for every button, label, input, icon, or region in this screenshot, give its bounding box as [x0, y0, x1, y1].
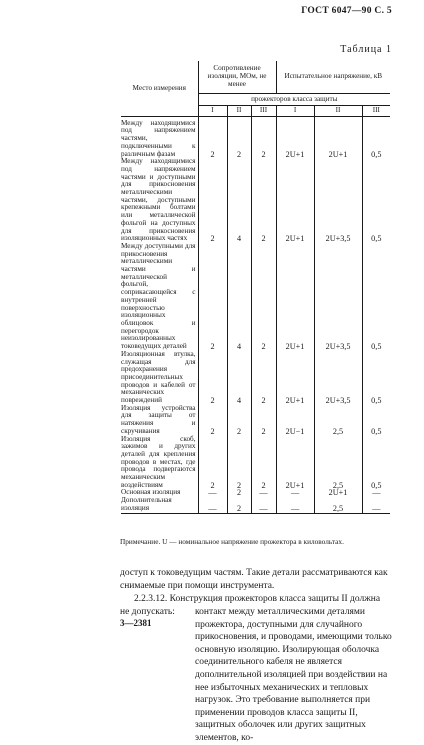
- cell-v2: 2U+1: [314, 489, 362, 497]
- row-place: Основная изоляция: [121, 488, 181, 497]
- text-line-2: снимаемые при помощи инструмента.: [120, 581, 275, 591]
- cell-r3: —: [251, 497, 276, 513]
- cell-r2: 2: [227, 489, 251, 497]
- cell-v1: —: [276, 497, 314, 513]
- cell-v2: 2,5: [314, 497, 362, 513]
- page-footer: 3—2381: [120, 618, 152, 628]
- cell-r1: 2: [198, 405, 227, 436]
- row-place: Дополнительная изоляция: [121, 497, 198, 513]
- table-row: [121, 405, 390, 436]
- class-header: III: [251, 106, 276, 117]
- cell-v2: 2U+3,5: [314, 351, 362, 405]
- row-place: Между находящимися под напряжением частями и доступными для прикосновения металлическими частями, доступными крепежными болтами или металлической фольгой на доступных для прикосновения изоляционных частях: [121, 157, 196, 243]
- cell-r2: 4: [227, 158, 251, 243]
- cell-r3: 2: [251, 405, 276, 436]
- class-header: II: [314, 106, 362, 117]
- table-row: [121, 497, 390, 513]
- table-row: [121, 243, 390, 351]
- table-caption: Таблица 1: [340, 44, 392, 55]
- cell-v3: —: [362, 489, 390, 497]
- cell-v1: 2U−1: [276, 405, 314, 436]
- row-place: Между доступными для прикосновения металлическими частями и металлической фольгой, соприкасающейся с внутренней поверхностью изоляционных облицовок и перегородок неизолированных токоведущих деталей: [121, 241, 196, 351]
- section-2-2-3-12: 2.2.3.12. Конструкция прожекторов класса защиты II должна: [134, 594, 381, 604]
- cell-v1: 2U+1: [276, 351, 314, 405]
- col-voltage-header: Испытательное напряжение, кВ: [276, 61, 390, 94]
- row-place: Изоляция скоб, зажимов и других деталей для крепления проводов в местах, где провода подвергаются механическим воздействиям: [121, 434, 196, 489]
- row-place: Изоляция устройства для защиты от натяжения и скручивания: [121, 403, 196, 435]
- cell-r1: 2: [198, 158, 227, 243]
- row-place: Изоляционная втулка, служащая для предохранения присоединительных проводов и кабелей от механических повреждений: [121, 349, 196, 405]
- class-row-header: прожекторов класса защиты: [198, 94, 390, 106]
- table-row: [121, 158, 390, 243]
- text-line-1: доступ к токоведущим частям. Такие детали рассматриваются как: [120, 568, 388, 578]
- cell-r3: 2: [251, 158, 276, 243]
- cell-v2: 2U+1: [314, 116, 362, 158]
- cell-r3: 2: [251, 351, 276, 405]
- cell-v3: 0,5: [362, 158, 390, 243]
- col-resistance-header: Сопротивление изоляции, МОм, не менее: [198, 61, 276, 94]
- class-header: II: [227, 106, 251, 117]
- cell-v3: 0,5: [362, 243, 390, 351]
- cell-v1: 2U+1: [276, 158, 314, 243]
- table-row: [121, 351, 390, 405]
- col-place-header: Место измерения: [121, 61, 198, 116]
- cell-v2: 2U+3,5: [314, 158, 362, 243]
- page-header: ГОСТ 6047—90 С. 5: [301, 6, 392, 16]
- cell-v3: —: [362, 497, 390, 513]
- cell-r3: 2: [251, 116, 276, 158]
- cell-r2: 2: [227, 405, 251, 436]
- table-row: [121, 116, 390, 158]
- cell-v1: 2U+1: [276, 436, 314, 490]
- measurement-table: [121, 61, 390, 514]
- cell-r1: 2: [198, 436, 227, 490]
- cell-v3: 0,5: [362, 405, 390, 436]
- cell-r2: 2: [227, 436, 251, 490]
- cell-v1: —: [276, 489, 314, 497]
- cell-r1: 2: [198, 116, 227, 158]
- row-place: Между находящимися под напряжением частями, подключенными к различным фазам: [121, 116, 198, 158]
- cell-r1: 2: [198, 243, 227, 351]
- text-continuation: контакт между металлическими деталями прожектора, доступными для случайного прикосновения, и проводами, имеющими только основную изоляцию. Изолирующая оболочка соединительного кабеля не является дополнительной изоляцией при воздействии на нее избыточных механических и тепловых нагрузок. Это требование выполняется при применении проводов класса защиты II, защитных оболочек или других защитных элементов, ко-: [195, 607, 392, 743]
- cell-r2: 4: [227, 243, 251, 351]
- class-header: I: [198, 106, 227, 117]
- cell-v2: 2U+3,5: [314, 243, 362, 351]
- cell-r1: 2: [198, 351, 227, 405]
- text-line-4: не допускать:: [120, 607, 175, 617]
- cell-v2: 2,5: [314, 436, 362, 490]
- class-header: III: [362, 106, 390, 117]
- cell-r3: 2: [251, 436, 276, 490]
- cell-v1: 2U+1: [276, 116, 314, 158]
- cell-r2: 2: [227, 497, 251, 513]
- cell-r1: —: [198, 497, 227, 513]
- table-row: [121, 436, 390, 490]
- cell-v3: 0,5: [362, 436, 390, 490]
- cell-v1: 2U+1: [276, 243, 314, 351]
- cell-r3: 2: [251, 243, 276, 351]
- cell-r2: 2: [227, 116, 251, 158]
- cell-v3: 0,5: [362, 116, 390, 158]
- cell-r3: —: [251, 489, 276, 497]
- class-header: I: [276, 106, 314, 117]
- cell-v3: 0,5: [362, 351, 390, 405]
- cell-r1: —: [198, 489, 227, 497]
- table-note: Примечание. U — номинальное напряжение прожектора в киловольтах.: [120, 537, 344, 546]
- cell-v2: 2,5: [314, 405, 362, 436]
- cell-r2: 4: [227, 351, 251, 405]
